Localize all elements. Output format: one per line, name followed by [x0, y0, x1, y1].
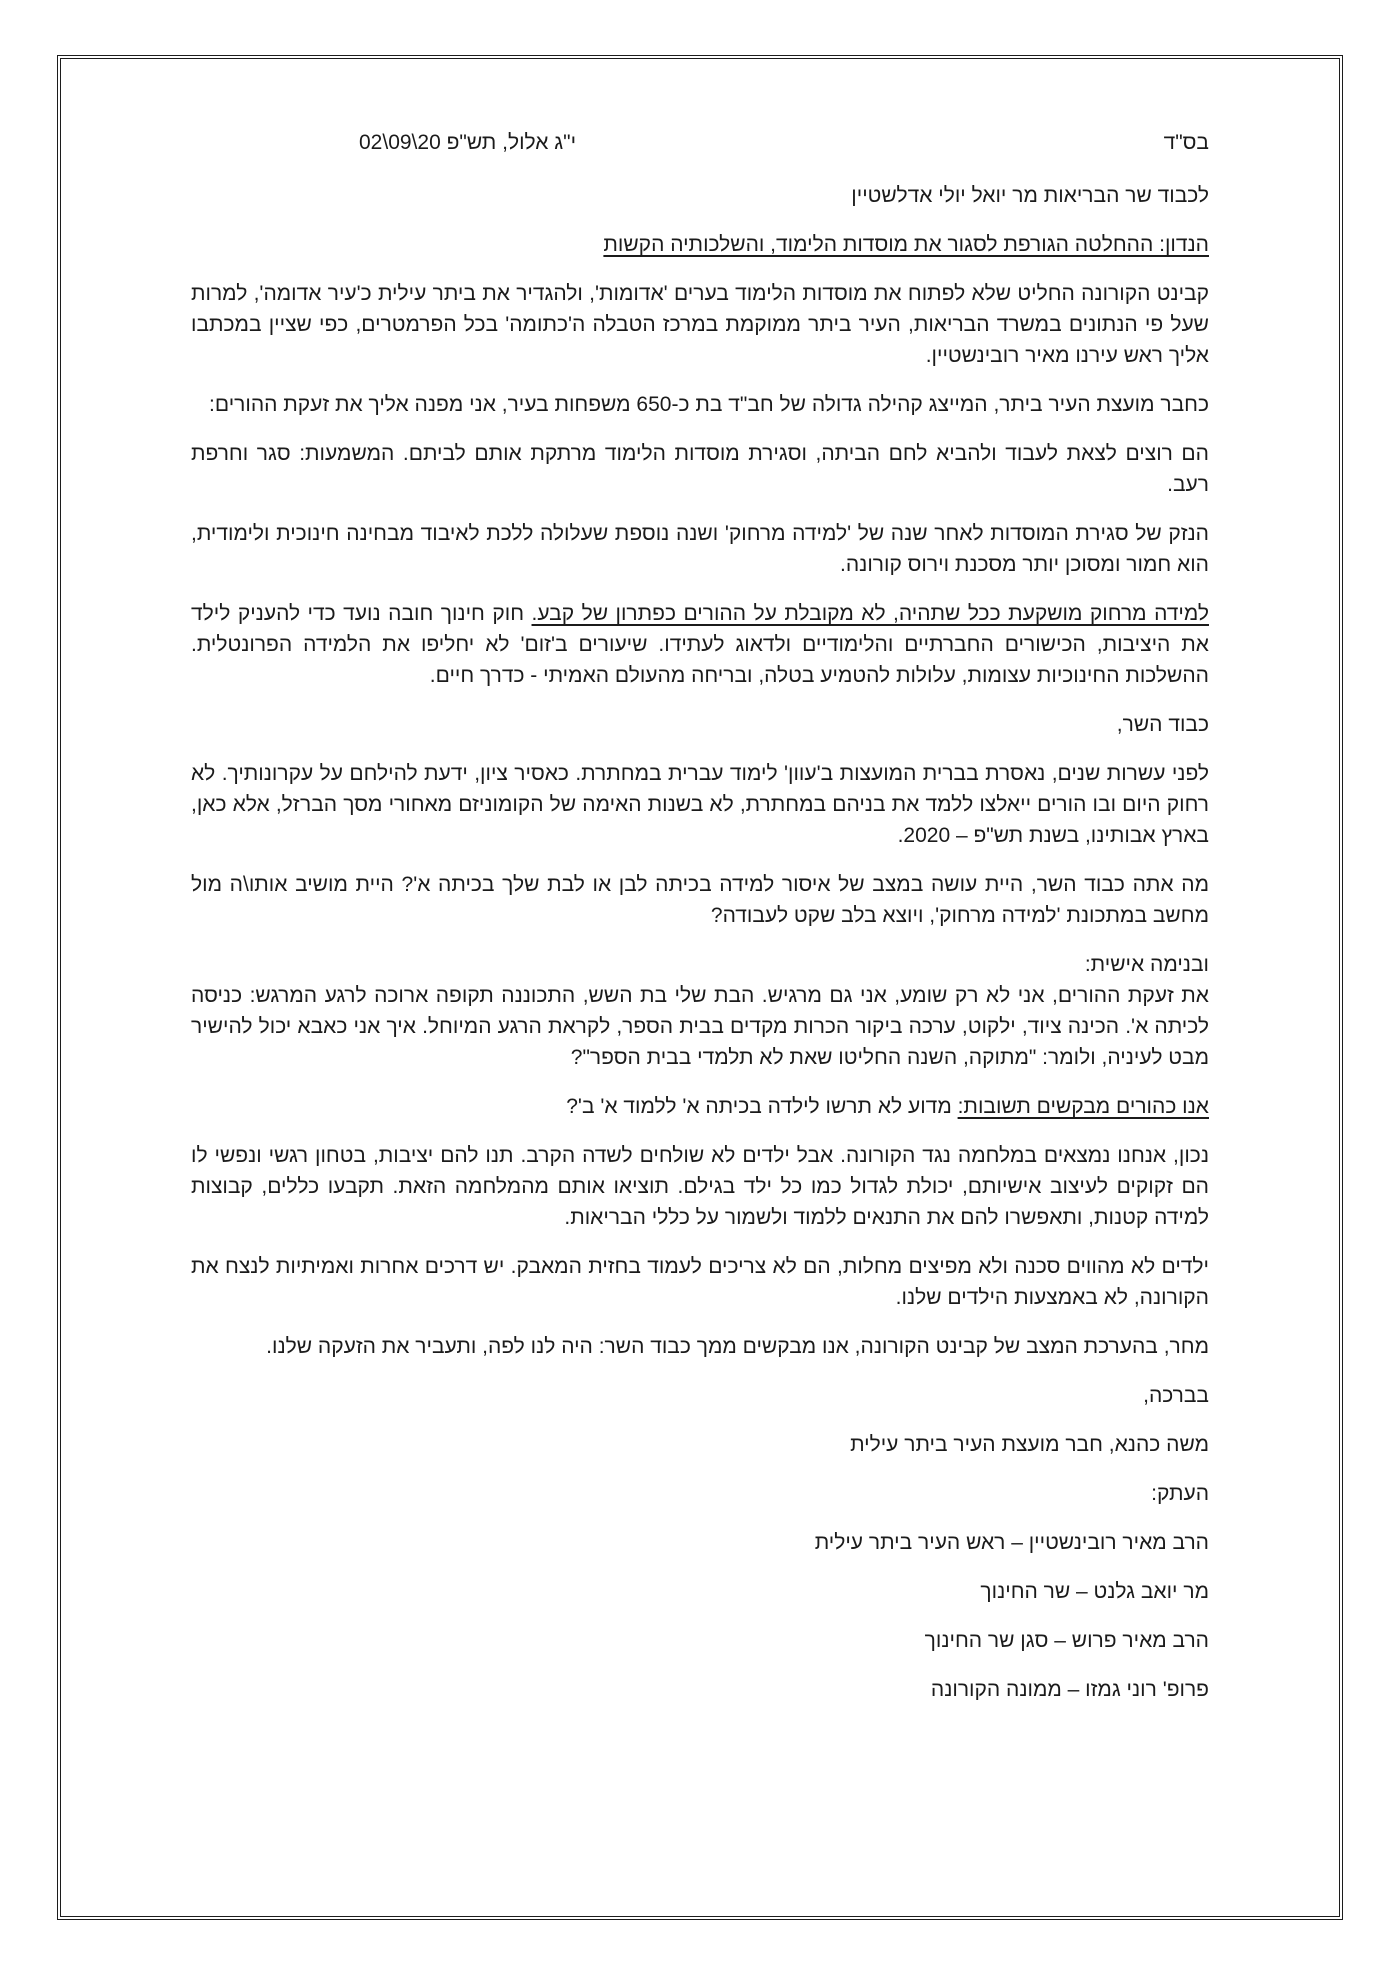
para-parents-demand-rest: מדוע לא תרשו לילדה בכיתה א' ללמוד א' ב'?	[566, 1095, 952, 1118]
copy-list-item-mayor: הרב מאיר רובינשטיין – ראש העיר ביתר עילית	[814, 1531, 1209, 1554]
letter-content	[61, 59, 1339, 1705]
para-closure-damage: הנזק של סגירת המוסדות לאחר שנה של 'למידה מרחוק' ושנה נוספת שעלולה ללכת לאיבוד מבחינה חינוכית ולימודית, הוא חמור ומסוכן יותר מסכנת וירוס קורונה.	[191, 522, 1209, 576]
subject-line: הנדון: ההחלטה הגורפת לסגור את מוסדות הלימוד, והשלכותיה הקשות	[603, 233, 1209, 256]
copy-list-item-deputy-education-minister: הרב מאיר פרוש – סגן שר החינוך	[924, 1629, 1209, 1652]
recipient-line: לכבוד שר הבריאות מר יואל יולי אדלשטיין	[851, 184, 1209, 207]
para-war-on-corona: נכון, אנחנו נמצאים במלחמה נגד הקורונה. אבל ילדים לא שולחים לשדה הקרב. תנו להם יציבות, בטחון רגשי ונפשי לו הם זקוקים לעיצוב אישיותם, יכולת לגדול כמו כל ילד בגילם. תוציאו אותם מהמלחמה הזאת. תקבעו כללים, קבוצות למידה קטנות, ותאפשרו להם את התנאים ללמוד ולשמור על כללי הבריאות.	[191, 1144, 1209, 1229]
para-parents-demand	[191, 1091, 1209, 1122]
salute-line: כבוד השר,	[1116, 713, 1209, 736]
copy-heading: העתק:	[1151, 1482, 1209, 1505]
closing-line: בברכה,	[1143, 1384, 1209, 1407]
bsd-mark: בס"ד	[1163, 131, 1209, 154]
signature-line: משה כהנא, חבר מועצת העיר ביתר עילית	[850, 1433, 1209, 1456]
para-parents-demand-underlined: אנו כהורים מבקשים תשובות:	[957, 1095, 1209, 1118]
letter-date	[359, 127, 576, 158]
personal-note-heading: ובנימה אישית:	[1084, 953, 1209, 976]
para-remote-learning	[191, 598, 1209, 691]
para-ussr-history: לפני עשרות שנים, נאסרת בברית המועצות ב'עוון' לימוד עברית במחתרת. כאסיר ציון, ידעת להילחם על עקרונותיך. לא רחוק היום ובו הורים ייאלצו ללמד את בניהם במחתרת, לא בשנות האימה של הקומוניזם מאחורי מסך הברזל, אלא כאן, בארץ אבותינו, בשנת תש"פ – 2020.	[191, 762, 1209, 847]
letter-date-hebrew: י"ג אלול, תש"פ	[446, 131, 577, 154]
para-remote-learning-rest: חוק חינוך חובה נועד כדי להעניק לילד את היציבות, הכישורים החברתיים והלימודיים ולדאוג לעתידו. שיעורים ב'זום' לא יחליפו את הלמידה הפרונטלית. ההשלכות החינוכיות עצומות, עלולות להטמיע בטלה, ובריחה מהעולם האמיתי - כדרך חיים.	[191, 602, 1209, 687]
page-border-frame	[57, 55, 1343, 1920]
copy-list-item-education-minister: מר יואב גלנט – שר החינוך	[980, 1580, 1209, 1603]
para-council-member: כחבר מועצת העיר ביתר, המייצג קהילה גדולה של חב"ד בת כ-650 משפחות בעיר, אני מפנה אליך את זעקת ההורים:	[209, 393, 1209, 416]
para-children-not-danger: ילדים לא מהווים סכנה ולא מפיצים מחלות, הם לא צריכים לעמוד בחזית המאבק. יש דרכים אחרות ואמיתיות לנצח את הקורונה, לא באמצעות הילדים שלנו.	[191, 1255, 1209, 1309]
copy-list	[191, 1527, 1209, 1705]
para-cabinet-decision: קבינט הקורונה החליט שלא לפתוח את מוסדות הלימוד בערים 'אדומות', ולהגדיר את ביתר עילית כ'עיר אדומה', למרות שעל פי הנתונים במשרד הבריאות, העיר ביתר ממוקמת במרכז הטבלה ה'כתומה' בכל הפרמטרים, כפי שציין במכתבו אליך ראש עירנו מאיר רובינשטיין.	[191, 282, 1209, 367]
para-personal-story: את זעקת ההורים, אני לא רק שומע, אני גם מרגיש. הבת שלי בת השש, התכוננה תקופה ארוכה לרגע המרגש: כניסה לכיתה א'. הכינה ציוד, ילקוט, ערכה ביקור הכרות מקדים בבית הספר, לקראת הרגע המיוחל. איך אני כאבא יכול להישיר מבט לעיניה, ולומר: "מתוקה, השנה החליטו שאת לא תלמדי בבית הספר"?	[191, 984, 1209, 1069]
copy-list-item-corona-commissioner: פרופ' רוני גמזו – ממונה הקורונה	[930, 1678, 1209, 1701]
para-tomorrow-request: מחר, בהערכת המצב של קבינט הקורונה, אנו מבקשים ממך כבוד השר: היה לנו לפה, ותעביר את הזעקה שלנו.	[266, 1335, 1209, 1358]
letter-date-numeric: 02\09\20	[359, 131, 441, 154]
para-parents-cry: הם רוצים לצאת לעבוד ולהביא לחם הביתה, וסגירת מוסדות הלימוד מרתקת אותם לביתם. המשמעות: סגר וחרפת רעב.	[191, 442, 1209, 496]
letter-header	[191, 127, 1209, 158]
para-remote-learning-underlined: למידה מרחוק מושקעת ככל שתהיה, לא מקובלת על ההורים כפתרון של קבע.	[531, 602, 1209, 625]
para-minister-question: מה אתה כבוד השר, היית עושה במצב של איסור למידה בכיתה לבן או לבת שלך בכיתה א'? היית מושיב אותו\ה מול מחשב במתכונת 'למידה מרחוק', ויוצא בלב שקט לעבודה?	[191, 873, 1209, 927]
